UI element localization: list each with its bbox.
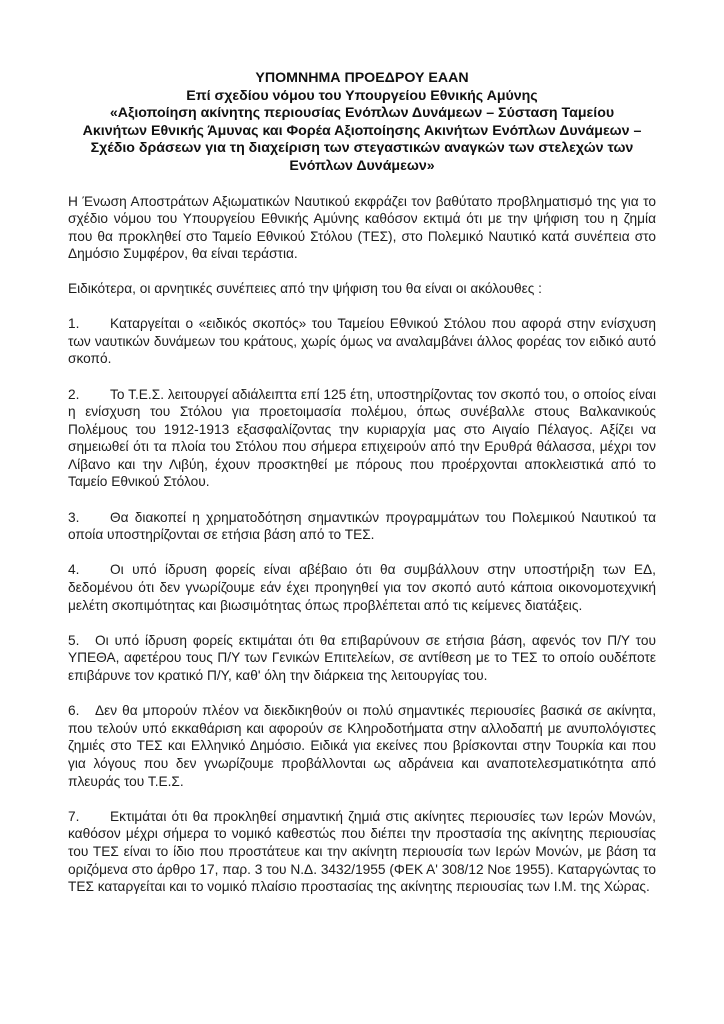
item-text: Το Τ.Ε.Σ. λειτουργεί αδιάλειπτα επί 125 έτη, υποστηρίζοντας τον σκοπό του, ο οποίος είναι η ενίσχυση του Στόλου για προετοιμασία πολέμου, όπως συνέβαλλε στους Βαλκανικούς Πολέμους του 1912-1913 εξασφαλίζοντας την κυριαρχία μας στο Αιγαίο Πέλαγος. Αξίζει να σημειωθεί ότι τα πλοία του Στόλου που σήμερα επιχειρούν από την Ερυθρά θάλασσα, μέχρι τον Λίβανο και την Λιβύη, έχουν προσκτηθεί με πόρους που προέρχονται αποκλειστικά από το Ταμείο Εθνικού Στόλου.	[68, 386, 656, 490]
item-number: 2.	[68, 386, 80, 402]
numbered-item-3	[68, 509, 656, 544]
document-page	[68, 70, 656, 896]
lead-paragraph: Ειδικότερα, οι αρνητικές συνέπειες από την ψήφιση του θα είναι οι ακόλουθες :	[68, 280, 542, 296]
title-bill-name-line-3: Σχέδιο δράσεων για τη διαχείριση των στεγαστικών αναγκών των στελεχών των	[90, 140, 634, 157]
title-bill-name-line-2: Ακινήτων Εθνικής Άμυνας και Φορέα Αξιοποίησης Ακινήτων Ενόπλων Δυνάμεων –	[82, 122, 642, 139]
numbered-item-4	[68, 561, 656, 614]
numbered-item-6	[68, 702, 656, 790]
item-text: Δεν θα μπορούν πλέον να διεκδικηθούν οι πολύ σημαντικές περιουσίες βασικά σε ακίνητα, που τελούν υπό εκκαθάριση και αφορούν σε Κληροδοτήματα στην αλλοδαπή με ανυπολόγιστες ζημιές στο ΤΕΣ και Ελληνικό Δημόσιο. Ειδικά για εκείνες που βρίσκονται στην Τουρκία και που για λόγους που δεν γνωρίζουμε προβάλλονται ως αδράνεια και αναποτελεσματικότητα από πλευράς του Τ.Ε.Σ.	[68, 703, 656, 789]
numbered-item-2	[68, 386, 656, 492]
title-bill-name-line-1: «Αξιοποίηση ακίνητης περιουσίας Ενόπλων Δυνάμεων – Σύσταση Ταμείου	[109, 105, 615, 122]
item-number: 1.	[68, 316, 80, 332]
numbered-item-7	[68, 808, 656, 896]
item-text: Οι υπό ίδρυση φορείς είναι αβέβαιο ότι θα συμβάλλουν στην υποστήριξη των ΕΔ, δεδομένου ότι δεν γνωρίζουμε εάν έχει προηγηθεί για τον σκοπό αυτό κάποια οικονομοτεχνική μελέτη σκοπιμότητας και βιωσιμότητας όπως προβλέπεται από τις κείμενες διατάξεις.	[68, 562, 656, 613]
item-number: 7.	[68, 808, 80, 824]
item-text: Θα διακοπεί η χρηματοδότηση σημαντικών προγραμμάτων του Πολεμικού Ναυτικού τα οποία υποστηρίζονται σε ετήσια βάση από το ΤΕΣ.	[68, 509, 656, 543]
item-text: Οι υπό ίδρυση φορείς εκτιμάται ότι θα επιβαρύνουν σε ετήσια βάση, αφενός τον Π/Υ του ΥΠΕΘΑ, αφετέρου τους Π/Υ των Γενικών Επιτελείων, σε αντίθεση με το ΤΕΣ το οποίο ουδέποτε επιβάρυνε τον κρατικό Π/Υ, καθ' όλη την διάρκεια της λειτουργίας του.	[68, 632, 656, 683]
intro-paragraph: Η Ένωση Αποστράτων Αξιωματικών Ναυτικού εκφράζει τον βαθύτατο προβληματισμό της για το σχέδιο νόμου του Υπουργείου Εθνικής Αμύνης καθόσον εκτιμά ότι με την ψήφιση του η ζημία που θα προκληθεί στο Ταμείο Εθνικού Στόλου (ΤΕΣ), στο Πολεμικό Ναυτικό κατά συνέπεια στο Δημόσιο Συμφέρον, θα είναι τεράστια.	[68, 193, 656, 262]
item-number: 4.	[68, 562, 80, 578]
item-text: Εκτιμάται ότι θα προκληθεί σημαντική ζημιά στις ακίνητες περιουσίες των Ιερών Μονών, καθόσον μέχρι σήμερα το νομικό καθεστώς που διέπει την προστασία της ακίνητης περιουσίας του ΤΕΣ είναι το ίδιο που προστάτευε και την ακίνητη περιουσία των Ιερών Μονών, με βάση τα οριζόμενα στο άρθρο 17, παρ. 3 του Ν.Δ. 3432/1955 (ΦΕΚ Α' 308/12 Νοε 1955). Καταργώντας το ΤΕΣ καταργείται και το νομικό πλαίσιο προστασίας της ακίνητης περιουσίας των Ι.Μ. της Χώρας.	[68, 808, 656, 895]
memo-title	[54, 70, 670, 176]
numbered-item-1	[68, 315, 656, 368]
item-number: 3.	[68, 509, 80, 525]
title-heading: ΥΠΟΜΝΗΜΑ ΠΡΟΕΔΡΟΥ ΕΑΑΝ	[255, 70, 469, 86]
title-subject: Επί σχεδίου νόμου του Υπουργείου Εθνικής Αμύνης	[186, 87, 538, 104]
numbered-item-5	[68, 632, 656, 685]
item-number: 5.	[68, 632, 80, 648]
item-number: 6.	[68, 703, 80, 719]
title-bill-name-line-4: Ενόπλων Δυνάμεων»	[289, 157, 435, 174]
item-text: Καταργείται ο «ειδικός σκοπός» του Ταμείου Εθνικού Στόλου που αφορά στην ενίσχυση των ναυτικών δυνάμεων του κράτους, χωρίς όμως να αναλαμβάνει άλλος φορέας τον ειδικό αυτό σκοπό.	[68, 316, 656, 367]
